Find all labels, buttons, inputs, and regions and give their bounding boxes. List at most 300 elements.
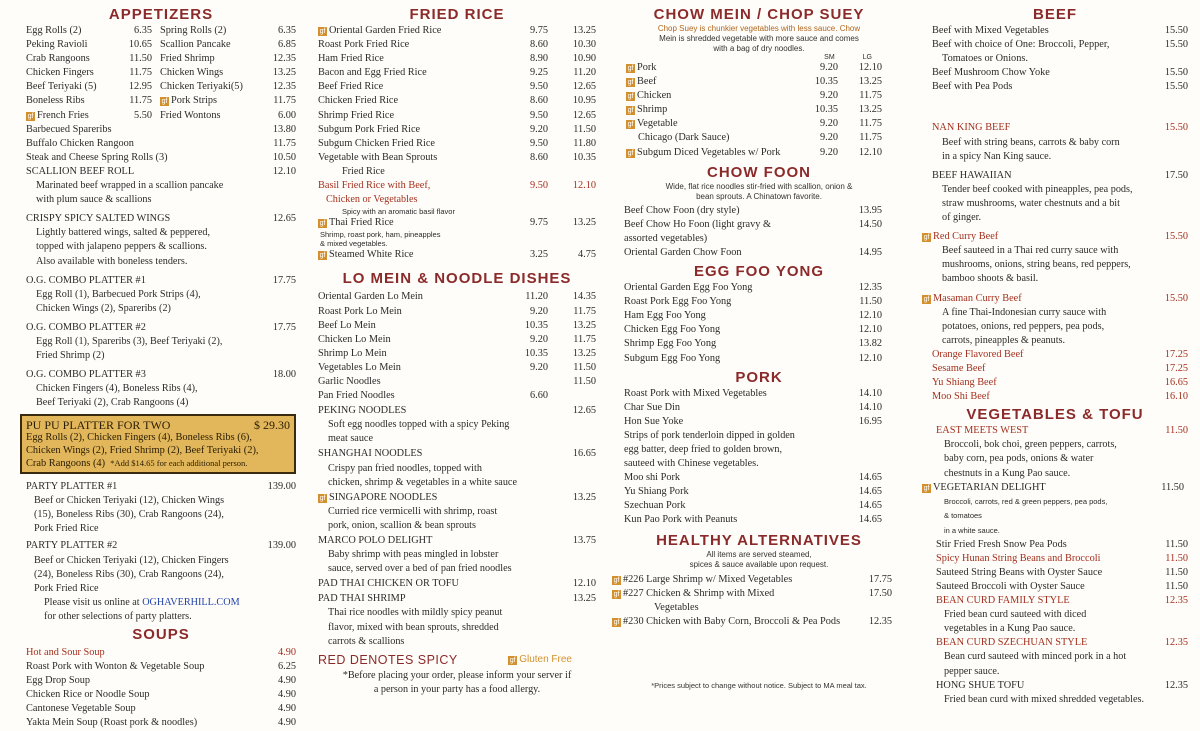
menu-item (612, 601, 906, 615)
item-price: 14.65 (858, 472, 882, 484)
gluten-free-icon: gf (627, 107, 634, 115)
gluten-free-icon: gf (613, 618, 620, 626)
item-name: Steak and Cheese Spring Rolls (3) (26, 151, 168, 163)
item-name: Kun Pao Pork with Peanuts (624, 514, 738, 526)
item-name: Chicken Egg Foo Yong (624, 324, 721, 336)
menu-item (318, 137, 596, 151)
item-name: Peking Ravioli (26, 39, 88, 51)
gluten-free-legend (508, 654, 572, 665)
item-name: Char Sue Din (624, 401, 681, 413)
item-name: Vegetables Lo Mein (318, 361, 401, 373)
item-name: Beef Chow Foon (dry style) (624, 204, 740, 216)
item-price: 11.75 (859, 90, 882, 102)
item-price: 139.00 (267, 540, 296, 552)
item-name: Roast Pork Lo Mein (318, 305, 402, 317)
item-price: 10.35 (524, 347, 548, 359)
item-price: 14.65 (858, 486, 882, 498)
visit-text-2: for other selections of party platters. (44, 610, 192, 622)
item-name: PARTY PLATTER #1 (26, 481, 118, 493)
item-name: Chicken Fingers (26, 67, 94, 79)
menu-item (612, 218, 906, 232)
item-price: 11.50 (573, 375, 596, 387)
menu-item (612, 387, 906, 401)
item-description: Broccoli, carrots, red & green peppers, pea pods, (944, 496, 1108, 506)
item-description: with plum sauce & scallions (36, 194, 152, 206)
item-price: 15.50 (1164, 122, 1188, 134)
item-description: Fried bean curd with mixed shredded vegetables. (944, 693, 1145, 705)
item-name: Chicken Teriyaki(5) (160, 81, 243, 93)
basil-price-lg: 12.10 (572, 180, 596, 192)
item-price: 11.50 (1165, 552, 1188, 564)
menu-item (26, 539, 296, 553)
menu-item (26, 716, 296, 730)
pork-list (612, 387, 906, 429)
menu-item (318, 290, 596, 304)
menu-item (26, 660, 296, 674)
item-price: 13.95 (858, 204, 882, 216)
menu-item (26, 702, 296, 716)
menu-item (318, 24, 596, 38)
menu-item (26, 123, 296, 137)
gluten-free-label: Gluten Free (519, 654, 572, 666)
item-price: 12.10 (858, 310, 882, 322)
veg-tofu-list (922, 424, 1188, 707)
item-name: Roast Pork with Mixed Vegetables (624, 387, 767, 399)
thai-price-lg: 13.25 (572, 217, 596, 229)
fried-rice-list (318, 24, 596, 165)
item-price: 6.35 (133, 25, 152, 36)
item-name: Beef Lo Mein (318, 319, 376, 331)
menu-item (612, 513, 906, 527)
column-rice-noodles (318, 0, 596, 697)
party-platters (26, 480, 296, 596)
menu-item (922, 376, 1188, 390)
soups-heading: SOUPS (132, 625, 190, 643)
healthy-note: spices & sauce available upon request. (689, 559, 829, 569)
item-price: 9.20 (529, 305, 548, 317)
item-name: BEEF HAWAIIAN (932, 169, 1012, 181)
basil-name: Basil Fried Rice with Beef, (318, 180, 431, 192)
item-price: 17.50 (868, 587, 892, 599)
item-name: Sauteed String Beans with Oyster Sauce (936, 566, 1103, 578)
item-price: 12.65 (272, 213, 296, 225)
size-lg: LG (862, 54, 872, 61)
item-price: 13.80 (272, 123, 296, 135)
thai-note: Shrimp, roast pork, ham, pineapples (320, 230, 441, 240)
item-price: 11.80 (573, 137, 596, 149)
item-description: Beef or Chicken Teriyaki (12), Chicken Wings (34, 495, 225, 507)
menu-item (318, 333, 596, 347)
gluten-free-icon: gf (319, 494, 326, 502)
item-name: PEKING NOODLES (318, 405, 407, 417)
menu-item (612, 499, 906, 513)
menu-item (612, 615, 906, 629)
item-name: Sesame Beef (932, 362, 986, 374)
chow-foon-list (612, 204, 906, 260)
item-description: chicken, shrimp & vegetables in a white sauce (328, 476, 517, 488)
item-price: 8.90 (529, 53, 548, 65)
menu-item (612, 131, 906, 145)
size-header (612, 54, 906, 61)
item-description: (15), Boneless Ribs (30), Crab Rangoons (24), (34, 509, 224, 521)
item-description: Marinated beef wrapped in a scallion pancake (36, 180, 224, 192)
item-price: 10.35 (572, 151, 596, 163)
appetizer-pair-row (26, 24, 296, 38)
basil-cont: Chicken or Vegetables (326, 194, 418, 206)
item-name: gf VEGETARIAN DELIGHT (923, 481, 1046, 493)
item-name: gf Chicken (627, 90, 672, 102)
menu-item (318, 38, 596, 52)
item-name: Fried Wontons (160, 109, 221, 121)
menu-item (922, 121, 1188, 135)
pu-pu-add-note: *Add $14.65 for each additional person. (110, 457, 248, 468)
item-price: 12.10 (858, 62, 882, 73)
egg-foo-yong-heading: EGG FOO YONG (693, 263, 825, 281)
menu-item (612, 75, 906, 89)
steamed-name: Steamed White Rice (329, 249, 414, 261)
item-description: meat sauce (328, 433, 373, 445)
pu-pu-line: Egg Rolls (2), Chicken Fingers (4), Boneless Ribs (6), (26, 432, 252, 444)
menu-item (318, 375, 596, 389)
item-price: 15.50 (1164, 39, 1188, 51)
item-description: carrots, pineapples & peanuts. (942, 334, 1066, 346)
menu-item (318, 347, 596, 361)
item-price: 8.60 (529, 151, 548, 163)
menu-item (612, 573, 906, 587)
item-description: Egg Roll (1), Spareribs (3), Beef Teriyaki (2), (36, 335, 223, 347)
item-price: 15.50 (1164, 67, 1188, 79)
visit-online (26, 596, 296, 610)
fried-rice-cont: Fried Rice (342, 165, 385, 177)
thai-note: & mixed vegetables. (320, 239, 388, 249)
chow-mein-heading: CHOW MEIN / CHOP SUEY (653, 6, 865, 23)
item-name: O.G. COMBO PLATTER #2 (26, 321, 146, 333)
item-name: Hot and Sour Soup (26, 646, 105, 658)
item-name: Shrimp Fried Rice (318, 109, 395, 121)
item-price: 14.10 (858, 387, 882, 399)
item-name: gf Masaman Curry Beef (923, 292, 1022, 304)
item-name: Ham Fried Rice (318, 53, 384, 65)
menu-item (26, 688, 296, 702)
item-price: 11.75 (859, 132, 882, 144)
item-price: 9.50 (529, 109, 548, 121)
item-description: in a white sauce. (944, 525, 1000, 535)
item-name: BEAN CURD SZECHUAN STYLE (936, 637, 1088, 649)
item-price: 13.25 (572, 319, 596, 331)
item-description: Thai rice noodles with mildly spicy peanut (328, 607, 503, 619)
item-name: MARCO POLO DELIGHT (318, 535, 433, 546)
item-price: 9.20 (529, 333, 548, 345)
basil-price-sm: 9.50 (529, 180, 548, 192)
item-name: Pan Fried Noodles (318, 390, 395, 402)
menu-item (26, 212, 296, 226)
item-description: Fried bean curd sauteed with diced (944, 609, 1087, 621)
menu-item (922, 348, 1188, 362)
item-price: 11.75 (273, 95, 296, 107)
item-name: Roast Pork with Wonton & Vegetable Soup (26, 661, 205, 673)
gluten-free-icon: gf (509, 657, 516, 665)
item-description: egg batter, deep fried to golden brown, (624, 443, 783, 455)
item-price: 10.50 (272, 151, 296, 163)
item-name: BEAN CURD FAMILY STYLE (936, 595, 1070, 607)
steamed-rice (318, 248, 596, 262)
gluten-free-icon: gf (319, 28, 326, 35)
column-beef-veg (922, 0, 1188, 707)
gluten-free-icon: gf (923, 484, 930, 492)
item-price: 9.20 (819, 118, 838, 130)
lo-mein-heading: LO MEIN & NOODLE DISHES (342, 270, 572, 288)
thai-name: Thai Fried Rice (329, 217, 394, 229)
item-description: pork, onion, scallion & bean sprouts (328, 519, 476, 531)
item-price: 4.90 (277, 689, 296, 701)
menu-item (612, 146, 906, 160)
item-name: Barbecued Spareribs (26, 123, 112, 135)
item-name: Yu Shiang Beef (932, 377, 997, 389)
item-price: 8.60 (529, 39, 548, 51)
item-name: CRISPY SPICY SALTED WINGS (26, 213, 171, 225)
item-price: 12.35 (272, 53, 296, 65)
item-price: 14.65 (858, 514, 882, 526)
item-name: Yakta Mein Soup (Roast pork & noodles) (26, 717, 198, 729)
item-name: O.G. COMBO PLATTER #1 (26, 274, 146, 286)
item-description: Bean curd sauteed with minced pork in a hot (944, 651, 1127, 663)
item-price: 17.75 (868, 573, 892, 585)
gluten-free-icon: gf (613, 576, 620, 584)
item-price: 17.25 (1164, 348, 1188, 360)
gluten-free-icon: gf (613, 590, 620, 598)
item-description: Baby shrimp with peas mingled in lobster (328, 549, 499, 561)
item-price: 13.75 (572, 535, 596, 546)
item-name: Szechuan Pork (624, 500, 686, 512)
item-description: flavor, mixed with bean sprouts, shredded (328, 621, 499, 633)
menu-item (922, 580, 1188, 594)
item-description: Beef sauteed in a Thai red curry sauce with (942, 245, 1119, 257)
gluten-free-icon: gf (161, 98, 168, 106)
pu-pu-platter-box (20, 414, 296, 474)
appetizer-pair-row (26, 52, 296, 66)
appetizers-singles (26, 123, 296, 165)
menu-item (922, 24, 1188, 38)
item-description: sauteed with Chinese vegetables. (624, 458, 759, 470)
item-price: 12.35 (858, 282, 882, 294)
item-description: Tender beef cooked with pineapples, pea pods, (942, 183, 1133, 195)
item-price: 11.50 (1165, 566, 1188, 578)
gluten-free-icon: gf (923, 295, 930, 303)
menu-item (318, 491, 596, 505)
item-price: 4.90 (277, 675, 296, 687)
menu-item (922, 566, 1188, 580)
veg-tofu-heading: VEGETABLES & TOFU (966, 406, 1144, 424)
item-price: 12.95 (128, 81, 152, 93)
menu-item (612, 352, 906, 366)
item-description: Pork Fried Rice (34, 523, 99, 535)
item-name: Moo shi Pork (624, 472, 681, 484)
website-link[interactable]: OGHAVERHILL.COM (142, 596, 240, 608)
beef-specials (922, 121, 1188, 347)
menu-item (26, 480, 296, 494)
item-name: Oriental Garden Egg Foo Yong (624, 282, 753, 294)
menu-item (612, 295, 906, 309)
appetizers-pairs (26, 24, 296, 123)
item-price: 12.35 (1164, 679, 1188, 691)
item-name: Egg Rolls (2) (26, 25, 82, 36)
item-description: Strips of pork tenderloin dipped in golden (624, 429, 795, 441)
item-name: Moo Shi Beef (932, 391, 990, 403)
item-name: Orange Flavored Beef (932, 348, 1024, 360)
egg-foo-yong-list (612, 281, 906, 366)
item-price: 12.35 (868, 615, 892, 627)
item-price: 9.20 (819, 146, 838, 158)
menu-item (612, 485, 906, 499)
item-name: Ham Egg Foo Yong (624, 310, 706, 322)
item-description: Beef with string beans, carrots & baby corn (942, 136, 1120, 148)
item-price: 14.65 (858, 500, 882, 512)
legend (318, 651, 596, 669)
column-chow (612, 0, 906, 691)
item-name: Hon Sue Yoke (624, 415, 684, 427)
item-price: 10.35 (814, 104, 838, 116)
menu-item (318, 447, 596, 461)
healthy-list (612, 573, 906, 629)
menu-item (922, 230, 1188, 244)
gluten-free-icon: gf (27, 112, 34, 120)
menu-item (26, 321, 296, 335)
item-description: Broccoli, bok choi, green peppers, carrots, (944, 439, 1117, 451)
menu-item (612, 415, 906, 429)
item-price: 10.35 (814, 76, 838, 88)
item-name: Vegetable with Bean Sprouts (318, 151, 438, 163)
menu-item (922, 538, 1188, 552)
menu-item (922, 679, 1188, 693)
item-price: 13.25 (572, 491, 596, 503)
item-price: 139.00 (267, 481, 296, 493)
item-price: 13.25 (572, 25, 596, 36)
item-price: 15.50 (1164, 25, 1188, 36)
menu-item (922, 80, 1188, 94)
item-description: Fried Shrimp (2) (36, 350, 105, 362)
menu-item (612, 309, 906, 323)
menu-item (318, 109, 596, 123)
menu-item (612, 281, 906, 295)
gluten-free-icon: gf (627, 149, 634, 157)
item-price: 16.10 (1164, 391, 1188, 403)
gluten-free-icon: gf (627, 93, 634, 101)
item-price: 10.65 (128, 39, 152, 51)
menu-item (318, 80, 596, 94)
item-name: Sauteed Broccoli with Oyster Sauce (936, 581, 1085, 592)
menu-item (922, 66, 1188, 80)
item-name: Boneless Ribs (26, 95, 85, 107)
soups-list (26, 646, 296, 731)
item-name: HONG SHUE TOFU (936, 679, 1025, 691)
item-price: 15.50 (1164, 81, 1188, 93)
gluten-free-icon: gf (627, 65, 634, 72)
steamed-price-lg: 4.75 (577, 249, 596, 261)
item-name: Subgum Pork Fried Rice (318, 123, 421, 135)
item-name: O.G. COMBO PLATTER #3 (26, 369, 146, 381)
item-name: NAN KING BEEF (932, 122, 1011, 134)
menu-item (318, 592, 596, 606)
item-price: 11.50 (859, 296, 882, 308)
menu-item (612, 471, 906, 485)
beef-heading: BEEF (1032, 6, 1077, 23)
item-price: 6.00 (277, 109, 296, 121)
item-description: straw mushrooms, water chestnuts and a bit (942, 197, 1120, 209)
item-description: Beef or Chicken Teriyaki (12), Chicken Fingers (34, 554, 229, 566)
item-price: 8.60 (529, 95, 548, 107)
menu-item (612, 103, 906, 117)
item-name: Tomatoes or Onions. (942, 53, 1028, 65)
pu-pu-line: Crab Rangoons (4) (26, 457, 106, 469)
menu-item (318, 404, 596, 418)
item-description: Beef Teriyaki (2), Crab Rangoons (4) (36, 397, 189, 409)
item-name: SCALLION BEEF ROLL (26, 165, 135, 177)
chow-foon-note: Wide, flat rice noodles stir-fried with scallion, onion & (665, 181, 853, 191)
item-description: mushrooms, onions, string beans, red peppers, (942, 259, 1131, 271)
noodle-specials (318, 404, 596, 649)
menu-item (612, 61, 906, 75)
item-price: 6.35 (277, 25, 296, 36)
thai-price-sm: 9.75 (529, 217, 548, 229)
item-price: 11.50 (1165, 538, 1188, 550)
size-sm: SM (824, 54, 835, 61)
menu-item (318, 151, 596, 165)
item-price: 11.75 (273, 137, 296, 149)
item-description: potatoes, onions, red peppers, pea pods, (942, 320, 1105, 332)
item-name: Crab Rangoons (26, 53, 90, 65)
fried-rice-heading: FRIED RICE (409, 6, 505, 23)
item-price: 11.50 (1165, 581, 1188, 592)
item-price: 13.25 (272, 67, 296, 79)
item-price: 11.50 (1161, 481, 1184, 493)
item-name: gf Pork (627, 62, 657, 73)
item-name: EAST MEETS WEST (936, 425, 1029, 437)
beef-list-2 (922, 348, 1188, 404)
item-name: Beef Mushroom Chow Yoke (932, 67, 1050, 79)
item-price: 6.85 (277, 39, 296, 51)
item-description: Lightly battered wings, salted & peppered, (36, 227, 210, 239)
basil-fried-rice (318, 179, 596, 193)
item-name: Beef with choice of One: Broccoli, Pepper, (932, 39, 1110, 51)
menu-item (612, 587, 906, 601)
gluten-free-icon: gf (319, 220, 326, 228)
item-price: 10.35 (524, 319, 548, 331)
visit-text: Please visit us online at (44, 596, 140, 608)
item-description: (24), Boneless Ribs (30), Crab Rangoons (24), (34, 568, 224, 580)
item-price: 9.50 (529, 81, 548, 93)
menu-item (318, 389, 596, 403)
item-price: 10.90 (572, 53, 596, 65)
item-price: 14.35 (572, 291, 596, 303)
item-name: Oriental Garden Chow Foon (624, 246, 742, 258)
menu-item (922, 292, 1188, 306)
item-price: 12.10 (572, 578, 596, 590)
basil-note: Spicy with an aromatic basil flavor (342, 207, 455, 217)
item-price: 9.20 (529, 123, 548, 135)
allergy-note: a person in your party has a food allergy. (373, 683, 541, 695)
item-price: 11.75 (129, 95, 152, 107)
item-price: 11.50 (1165, 425, 1188, 437)
item-price: 9.50 (529, 137, 548, 149)
item-price: 9.20 (819, 132, 838, 144)
item-name: Subgum Chicken Fried Rice (318, 137, 435, 149)
menu-item (612, 204, 906, 218)
item-description: pepper sauce. (944, 665, 1000, 677)
item-description: sauce, served over a bed of pan fried noodles (328, 563, 512, 575)
item-price: 15.50 (1164, 231, 1188, 243)
beef-list (922, 24, 1188, 94)
menu-item (612, 246, 906, 260)
